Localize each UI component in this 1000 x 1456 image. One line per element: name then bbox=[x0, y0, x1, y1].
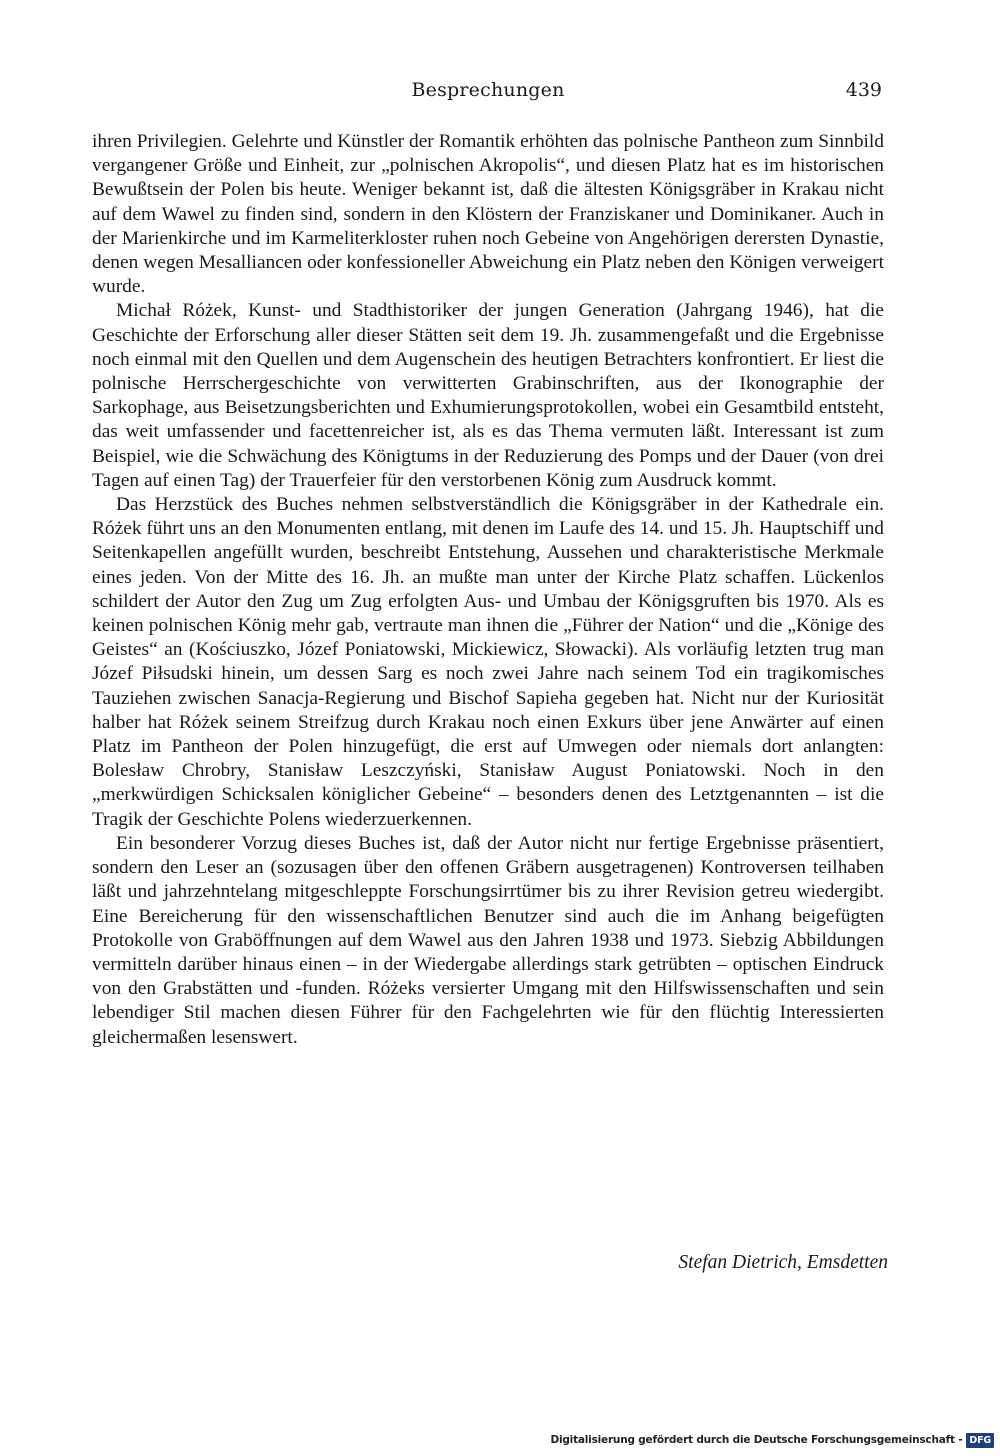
credit-text: Digitalisierung gefördert durch die Deutsche Forschungsgemeinschaft - bbox=[550, 1434, 963, 1446]
reviewer-signature: Stefan Dietrich, Emsdetten bbox=[678, 1252, 888, 1273]
digitization-credit bbox=[550, 1432, 994, 1448]
paragraph-4: Ein besonderer Vorzug dieses Buches ist, daß der Autor nicht nur fertige Ergebnisse präsentiert, sondern den Leser an (sozusagen über den offenen Gräbern ausgetragenen) Kontroversen teilhaben läßt und jahrzehntelang mitgeschleppte Forschungsirrtümer bis zu ihrer Revision getreu wiedergibt. Eine Bereicherung für den wissenschaftlichen Benutzer sind auch die im Anhang beigefügten Protokolle von Graböffnungen auf dem Wawel aus den Jahren 1938 und 1973. Siebzig Abbildungen vermitteln darüber hinaus einen – in der Wiedergabe allerdings stark getrübten – optischen Eindruck von den Grabstätten und -funden. Różeks versierter Umgang mit den Hilfswissenschaften und sein lebendiger Stil machen diesen Führer für den Fachgelehrten wie für den flüchtig Interessierten gleichermaßen lesenswert. bbox=[92, 832, 884, 1048]
dfg-logo: DFG bbox=[966, 1433, 994, 1448]
review-body bbox=[92, 130, 884, 1050]
paragraph-1: ihren Privilegien. Gelehrte und Künstler der Romantik erhöhten das polnische Pantheon zum Sinnbild vergangener Größe und Einheit, zur „polnischen Akropolis“, und diesen Platz hat es im historischen Bewußtsein der Polen bis heute. Weniger bekannt ist, daß die ältesten Königsgräber in Krakau nicht auf dem Wawel zu finden sind, sondern in den Klöstern der Franziskaner und Dominikaner. Auch in der Marienkirche und im Karmeliterkloster ruhen noch Gebeine von Angehörigen derersten Dynastie, denen wegen Mesalliancen oder konfessioneller Abweichung ein Platz neben den Königen verweigert wurde. bbox=[92, 131, 884, 298]
paragraph-3: Das Herzstück des Buches nehmen selbstverständlich die Königsgräber in der Kathedrale ein. Różek führt uns an den Monumenten entlang, mit denen im Laufe des 14. und 15. Jh. Hauptschiff und Seitenkapellen angefüllt wurden, beschreibt Entstehung, Aussehen und charakteristische Merkmale eines jeden. Von der Mitte des 16. Jh. an mußte man unter der Kirche Platz schaffen. Lückenlos schildert der Autor den Zug um Zug erfolgten Aus- und Umbau der Königsgruften bis 1970. Als es keinen polnischen König mehr gab, vertraute man ihnen die „Führer der Nation“ und die „Könige des Geistes“ an (Kościuszko, Józef Poniatowski, Mickiewicz, Słowacki). Als vorläufig letzten trug man Józef Piłsudski hinein, um dessen Sarg es noch zwei Jahre nach seinem Tod ein tragikomisches Tauziehen zwischen Sanacja-Regierung und Bischof Sapieha gegeben hat. Nicht nur der Kuriosität halber hat Różek seinem Streifzug durch Krakau noch einen Exkurs über jene Anwärter auf einen Platz im Pantheon der Polen hinzugefügt, die erst auf Umwegen oder niemals dort anlangten: Bolesław Chrobry, Stanisław Leszczyński, Stanisław August Poniatowski. Noch in den „merkwürdigen Schicksalen königlicher Gebeine“ – besonders denen des Letztgenannten – ist die Tragik der Geschichte Polens wiederzuerkennen. bbox=[92, 494, 884, 830]
paragraph-2: Michał Różek, Kunst- und Stadthistoriker der jungen Generation (Jahrgang 1946), hat die Geschichte der Erforschung aller dieser Stätten seit dem 19. Jh. zusammengefaßt und die Ergebnisse noch einmal mit den Quellen und dem Augenschein des heutigen Betrachters konfrontiert. Er liest die polnische Herrschergeschichte von verwitterten Grabinschriften, aus der Ikonographie der Sarkophage, aus Beisetzungsberichten und Exhumierungsprotokollen, wobei ein Gesamtbild entsteht, das weit umfassender und facettenreicher ist, als es das Thema vermuten läßt. Interessant ist zum Beispiel, wie die Schwächung des Königtums in der Reduzierung des Pomps und der Dauer (von drei Tagen auf einen Tag) der Trauerfeier für den verstorbenen König zum Ausdruck kommt. bbox=[92, 300, 884, 491]
page-number: 439 bbox=[845, 79, 882, 101]
page-header bbox=[92, 76, 884, 104]
running-head: Besprechungen bbox=[411, 79, 565, 101]
